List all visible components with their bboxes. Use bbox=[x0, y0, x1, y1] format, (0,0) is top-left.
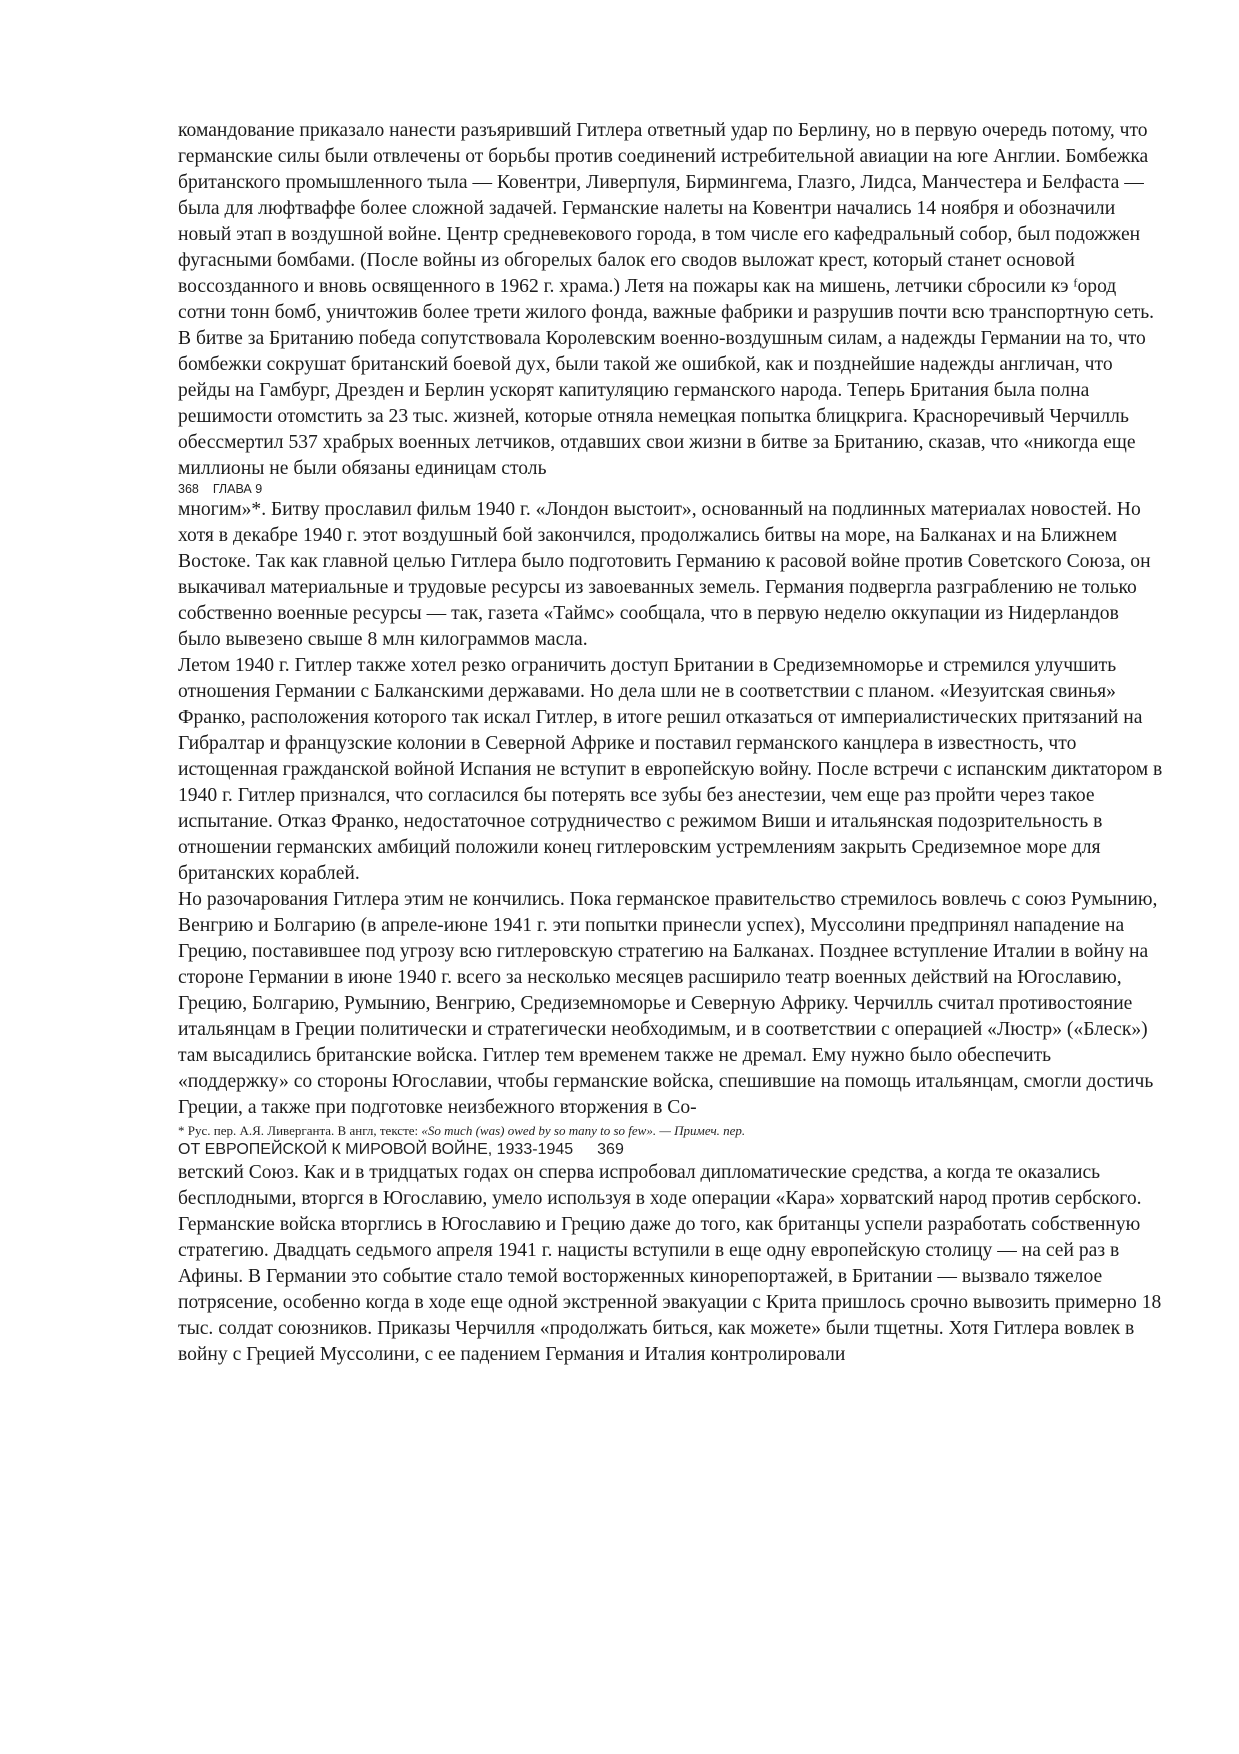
chapter-title: ОТ ЕВРОПЕЙСКОЙ К МИРОВОЙ ВОЙНЕ, 1933-1945 bbox=[178, 1141, 574, 1158]
paragraph: В битве за Британию победа сопутствовала Королевским военно-воздушным силам, а надежды Германии на то, что бомбежки сокрушат британский боевой дух, были такой же ошибкой, как и позднейшие надежды англичан, что рейды на Гамбург, Дрезден и Берлин ускорят капитуляцию германского народа. Теперь Британия была полна решимости отомстить за 23 тыс. жизней, которые отняла немецкая попытка блицкрига. Красноречивый Черчилль обессмертил 537 храбрых военных летчиков, отдавших свои жизни в битве за Британию, сказав, что «никогда еще миллионы не были обязаны единицам столь bbox=[178, 328, 1146, 479]
paragraph: Но разочарования Гитлера этим не кончились. Пока германское правительство стремилось вовлечь с союз Румынию, Венгрию и Болгарию (в апреле-июне 1941 г. эти попытки принесли успех), Муссолини предпринял нападение на Грецию, поставившее под угрозу всю гитлеровскую стратегию на Балканах. Позднее вступление Италии в войну на стороне Германии в июне 1940 г. всего за несколько месяцев расширило театр военных действий на Югославию, Грецию, Болгарию, Румынию, Венгрию, Средиземноморье и Северную Африку. Черчилль считал противостояние итальянцам в Греции политически и стратегически необходимым, и в соответствии с операцией «Люстр» («Блеск») там высадились британские войска. Гитлер тем временем также не дремал. Ему нужно было обеспечить «поддержку» со стороны Югославии, чтобы германские войска, спешившие на помощь итальянцам, смогли достичь Греции, а также при подготовке неизбежного вторжения в Со- bbox=[178, 889, 1158, 1118]
paragraph: Германские войска вторглись в Югославию и Грецию даже до того, как британцы успели разработать собственную стратегию. Двадцать седьмого апреля 1941 г. нацисты вступили в еще одну европейскую столицу — на сей раз в Афины. В Германии это событие стало темой восторженных кинорепортажей, в Британии — вызвало тяжелое потрясение, особенно когда в ходе еще одной экстренной эвакуации с Крита пришлось срочно вывозить примерно 18 тыс. солдат союзников. Приказы Черчилля «продолжать биться, как можете» были тщетны. Хотя Гитлера вовлек в войну с Грецией Муссолини, с ее падением Германия и Италия контролировали bbox=[178, 1214, 1162, 1365]
page-number: 369 bbox=[597, 1141, 624, 1158]
document-page bbox=[178, 118, 1163, 1368]
running-header bbox=[178, 482, 1163, 497]
chapter-label: ГЛАВА 9 bbox=[212, 482, 263, 496]
paragraph: Летом 1940 г. Гитлер также хотел резко ограничить доступ Британии в Средиземноморье и стремился улучшить отношения Германии с Балканскими державами. Но дела шли не в соответствии с планом. «Иезуитская свинья» Франко, расположения которого так искал Гитлер, в итоге решил отказаться от империалистических притязаний на Гибралтар и французские колонии в Северной Африке и поставил германского канцлера в известность, что истощенная гражданской войной Испания не вступит в европейскую войну. После встречи с испанским диктатором в 1940 г. Гитлер признался, что согласился бы потерять все зубы без анестезии, чем еще раз пройти через такое испытание. Отказ Франко, недостаточное сотрудничество с режимом Виши и итальянская подозрительность в отношении германских амбиций положили конец гитлеровским устремлениям закрыть Средиземное море для британских кораблей. bbox=[178, 655, 1163, 884]
page-number: 368 bbox=[178, 482, 199, 496]
paragraph: многим»*. Битву прославил фильм 1940 г. «Лондон выстоит», основанный на подлинных материалах новостей. Но хотя в декабре 1940 г. этот воздушный бой закончился, продолжались битвы на море, на Балканах и на Ближнем Востоке. Так как главной целью Гитлера было подготовить Германию к расовой войне против Советского Союза, он выкачивал материальные и трудовые ресурсы из завоеванных земель. Германия подвергла разграблению не только собственно военные ресурсы — так, газета «Таймс» сообщала, что в первую неделю оккупации из Нидерландов было вывезено свыше 8 млн килограммов масла. bbox=[178, 499, 1151, 650]
footnote-quote: «So much (was) owed by so many to so few». — Примеч. пер. bbox=[421, 1123, 746, 1138]
paragraph: ветский Союз. Как и в тридцатых годах он сперва испробовал дипломатические средства, а когда те оказались бесплодными, вторгся в Югославию, умело используя в ходе операции «Кара» хорватский народ против сербского. bbox=[178, 1162, 1142, 1209]
footnote bbox=[178, 1123, 1163, 1139]
running-header bbox=[178, 1140, 1163, 1160]
paragraph: командование приказало нанести разъяривший Гитлера ответный удар по Берлину, но в первую очередь потому, что германские силы были отвлечены от борьбы против соединений истребительной авиации на юге Англии. Бомбежка британского промышленного тыла — Ковентри, Ливерпуля, Бирмингема, Глазго, Лидса, Манчестера и Белфаста — была для люфтваффе более сложной задачей. Германские налеты на Ковентри начались 14 ноября и обозначили новый этап в воздушной войне. Центр средневекового города, в том числе его кафедральный собор, был подожжен фугасными бомбами. (После войны из обгорелых балок его сводов выложат крест, который станет основой воссозданного и вновь освященного в 1962 г. храма.) Летя на пожары как на мишень, летчики сбросили кэ ᶠород сотни тонн бомб, уничтожив более трети жилого фонда, важные фабрики и разрушив почти всю транспортную сеть. bbox=[178, 120, 1155, 323]
footnote-text: * Рус. пер. А.Я. Ливерганта. В англ, тексте: bbox=[178, 1123, 422, 1138]
